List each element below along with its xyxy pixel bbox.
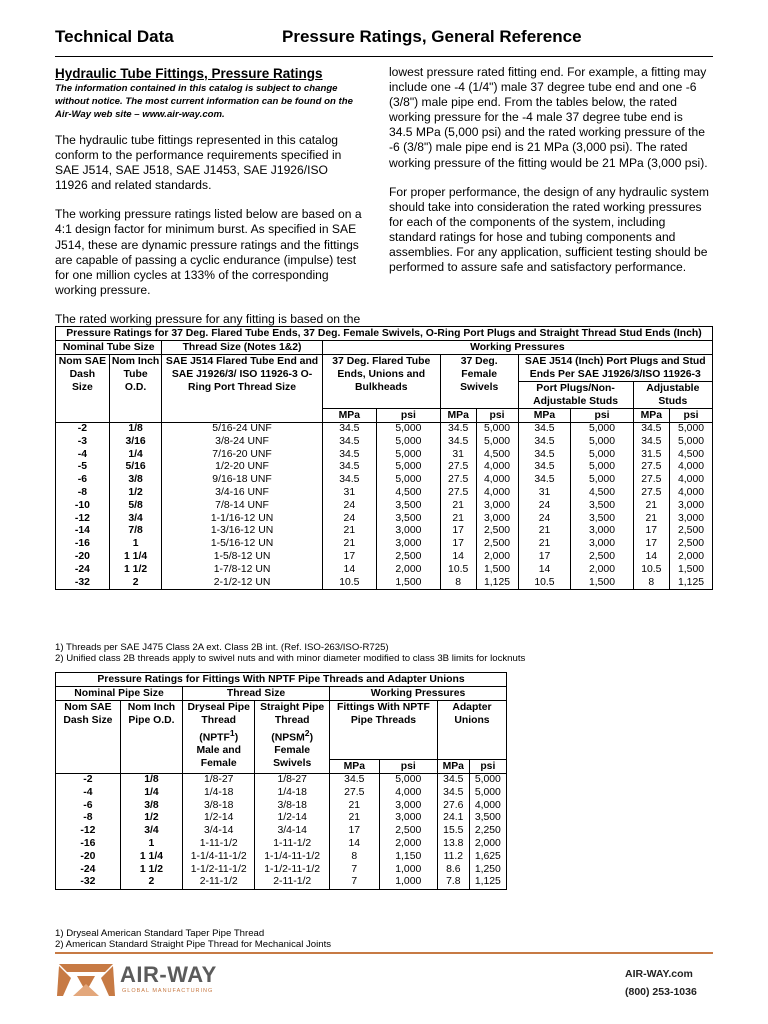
table-cell: 2,500	[476, 538, 518, 551]
table-cell: 31.5	[633, 449, 669, 462]
col-header-nominal-pipe-size: Nominal Pipe Size	[56, 687, 183, 701]
table-cell: 34.5	[322, 423, 376, 436]
table-cell: 4,000	[469, 800, 506, 813]
table-cell: 34.5	[440, 423, 476, 436]
col-header-adjustable-studs: Adjustable Studs	[633, 382, 712, 409]
table-cell: 1,125	[670, 577, 713, 590]
table-cell: 34.5	[518, 461, 571, 474]
table-cell: 5,000	[571, 449, 633, 462]
intro-paragraph-5: For proper performance, the design of any hydraulic system should take into consideration the rated working pressures for each of the components of the system, including standard ratings for hose and tubing components and assemblies. For any application, sufficient testing should be performed to assure safe and satisfactory performance.	[389, 184, 709, 275]
table-cell: 5/16	[109, 461, 162, 474]
table-cell: 5,000	[469, 774, 506, 787]
table-cell: 5,000	[571, 436, 633, 449]
website-link[interactable]: AIR-WAY.com	[625, 968, 693, 980]
table-cell: 1 1/2	[109, 564, 162, 577]
unit-header-psi: psi	[379, 760, 437, 774]
table-cell: 34.5	[437, 774, 469, 787]
table-cell: 2	[120, 876, 182, 889]
table-cell: 1,150	[379, 851, 437, 864]
col-header-nptf-fittings: Fittings With NPTF Pipe Threads	[330, 701, 438, 760]
col-header-port-plugs-stud-ends: SAE J514 (Inch) Port Plugs and Stud Ends Per SAE J1926/3/ISO 11926-3	[518, 355, 712, 382]
table-cell: 34.5	[322, 436, 376, 449]
pipe-thread-pressure-table	[55, 672, 507, 890]
table-cell: -3	[56, 436, 110, 449]
table-cell: 24.1	[437, 812, 469, 825]
table-row	[56, 500, 713, 513]
table-cell: 7/8	[109, 525, 162, 538]
table-cell: 27.5	[633, 474, 669, 487]
table-cell: 21	[330, 812, 380, 825]
table-cell: -4	[56, 449, 110, 462]
table-cell: 4,000	[476, 487, 518, 500]
table-cell: 5,000	[469, 787, 506, 800]
table-cell: 21	[633, 513, 669, 526]
table-cell: 3,500	[571, 500, 633, 513]
table-cell: -2	[56, 423, 110, 436]
table-cell: 1,000	[379, 864, 437, 877]
table-cell: 34.5	[322, 474, 376, 487]
table-row	[56, 487, 713, 500]
table-cell: 27.6	[437, 800, 469, 813]
table-cell: 3,000	[571, 538, 633, 551]
table-cell: 1-1/2-11-1/2	[183, 864, 255, 877]
table-cell: 1/8-27	[183, 774, 255, 787]
table-cell: 3,000	[571, 525, 633, 538]
table-cell: 34.5	[518, 423, 571, 436]
table-cell: 3,000	[376, 538, 440, 551]
table-cell: 4,500	[670, 449, 713, 462]
table-cell: 14	[518, 564, 571, 577]
table-cell: -6	[56, 800, 121, 813]
table-cell: 1	[120, 838, 182, 851]
table-cell: 7.8	[437, 876, 469, 889]
table-row	[56, 851, 507, 864]
col-header-working-pressures: Working Pressures	[322, 341, 712, 355]
table-row	[56, 864, 507, 877]
table-cell: 1/8-27	[255, 774, 330, 787]
table-cell: 11.2	[437, 851, 469, 864]
intro-left-column	[55, 65, 363, 327]
unit-header-mpa: MPa	[437, 760, 469, 774]
table-cell: 24	[518, 513, 571, 526]
table-cell: 3,500	[376, 513, 440, 526]
table-cell: 10.5	[633, 564, 669, 577]
table-cell: 2,500	[571, 551, 633, 564]
table-cell: 1/4-18	[255, 787, 330, 800]
table-cell: 27.5	[440, 474, 476, 487]
col-header-nominal-tube-size: Nominal Tube Size	[56, 341, 162, 355]
table-cell: 10.5	[440, 564, 476, 577]
table-cell: 34.5	[437, 787, 469, 800]
footnote: 1) Dryseal American Standard Taper Pipe Thread	[55, 928, 265, 939]
table-cell: -16	[56, 838, 121, 851]
col-header-nom-sae-dash: Nom SAE Dash Size	[56, 701, 121, 774]
table-cell: 2-11-1/2	[255, 876, 330, 889]
table-cell: 5,000	[571, 474, 633, 487]
table-cell: 5,000	[376, 449, 440, 462]
table-row	[56, 825, 507, 838]
table-cell: 21	[440, 500, 476, 513]
unit-header-mpa: MPa	[518, 409, 571, 423]
table-cell: 27.5	[330, 787, 380, 800]
table-row	[56, 525, 713, 538]
table-cell: 21	[440, 513, 476, 526]
table-caption: Pressure Ratings for Fittings With NPTF Pipe Threads and Adapter Unions	[56, 673, 507, 687]
table-cell: 4,500	[476, 449, 518, 462]
unit-header-mpa: MPa	[322, 409, 376, 423]
table-cell: 3/4	[120, 825, 182, 838]
table-cell: 34.5	[322, 461, 376, 474]
table-cell: 2-1/2-12 UN	[162, 577, 322, 590]
table-cell: -16	[56, 538, 110, 551]
table-cell: 3/8	[120, 800, 182, 813]
table-cell: 34.5	[633, 423, 669, 436]
table-cell: 3/8	[109, 474, 162, 487]
table-cell: 1/4	[109, 449, 162, 462]
unit-header-mpa: MPa	[440, 409, 476, 423]
table-cell: 2,000	[379, 838, 437, 851]
unit-header-psi: psi	[376, 409, 440, 423]
table-cell: 3,500	[469, 812, 506, 825]
table-caption: Pressure Ratings for 37 Deg. Flared Tube Ends, 37 Deg. Female Swivels, O-Ring Port Plugs and Straight Thread Stud Ends (Inch)	[56, 327, 713, 341]
table-cell: 4,000	[670, 474, 713, 487]
col-header-thread-size: Thread Size (Notes 1&2)	[162, 341, 322, 355]
table-cell: 1/4-18	[183, 787, 255, 800]
table-cell: 21	[518, 538, 571, 551]
table-cell: 5,000	[376, 423, 440, 436]
table-cell: 1-1/16-12 UN	[162, 513, 322, 526]
unit-header-psi: psi	[670, 409, 713, 423]
table-cell: 1/2-20 UNF	[162, 461, 322, 474]
table-cell: 4,000	[670, 461, 713, 474]
header-section-label: Technical Data	[55, 27, 174, 46]
table1-footnotes	[55, 642, 525, 664]
table-cell: 1 1/4	[120, 851, 182, 864]
table-row	[56, 838, 507, 851]
footnote: 2) Unified class 2B threads apply to swivel nuts and with minor diameter modified to class 3B limits for locknuts	[55, 653, 526, 664]
table-row	[56, 474, 713, 487]
table-cell: 17	[440, 525, 476, 538]
table-cell: 1/4	[120, 787, 182, 800]
table-cell: 4,500	[376, 487, 440, 500]
table-cell: 21	[322, 525, 376, 538]
table-cell: 5,000	[379, 774, 437, 787]
table-cell: 31	[440, 449, 476, 462]
table-row	[56, 876, 507, 889]
table-cell: 1-5/8-12 UN	[162, 551, 322, 564]
table-cell: 34.5	[330, 774, 380, 787]
intro-paragraph-1: The hydraulic tube fittings represented in this catalog conform to the performance requirements specified in SAE J514, SAE J518, SAE J1453, SAE J1926/ISO 11926 and related standards.	[55, 133, 342, 193]
table-cell: 7/16-20 UNF	[162, 449, 322, 462]
table-cell: 21	[330, 800, 380, 813]
table-cell: 34.5	[518, 436, 571, 449]
table-cell: 8	[633, 577, 669, 590]
table-cell: 2,000	[571, 564, 633, 577]
footnote: 1) Threads per SAE J475 Class 2A ext. Class 2B int. (Ref. ISO-263/ISO-R725)	[55, 642, 389, 653]
table-cell: 1-5/16-12 UN	[162, 538, 322, 551]
table-row	[56, 812, 507, 825]
section-title: Hydraulic Tube Fittings, Pressure Ratings	[55, 66, 323, 81]
col-header-straight-pipe-thread: Straight Pipe Thread (NPSM$^2$) Female Swivels	[255, 701, 330, 774]
table-cell: 5,000	[376, 474, 440, 487]
table-cell: -6	[56, 474, 110, 487]
table-cell: 1 1/4	[109, 551, 162, 564]
table-cell: 1/2-14	[255, 812, 330, 825]
table-row	[56, 551, 713, 564]
table-cell: -32	[56, 577, 110, 590]
table-cell: 8	[440, 577, 476, 590]
table-cell: 1,625	[469, 851, 506, 864]
table-cell: 34.5	[518, 474, 571, 487]
table-cell: 1	[109, 538, 162, 551]
col-header-flared-tube-ends: 37 Deg. Flared Tube Ends, Unions and Bulkheads	[322, 355, 440, 409]
table-cell: 3,000	[476, 513, 518, 526]
table-cell: -12	[56, 825, 121, 838]
col-header-nom-inch-tube: Nom Inch Tube O.D.	[109, 355, 162, 423]
table-cell: 3,000	[376, 525, 440, 538]
table-cell: 17	[518, 551, 571, 564]
table-cell: 7	[330, 864, 380, 877]
table-cell: 17	[633, 525, 669, 538]
table-cell: -32	[56, 876, 121, 889]
table-cell: 2,500	[670, 538, 713, 551]
table-cell: 3,000	[670, 500, 713, 513]
table-cell: 17	[330, 825, 380, 838]
table-cell: 27.5	[633, 487, 669, 500]
table-cell: 3/16	[109, 436, 162, 449]
table-cell: 2,000	[670, 551, 713, 564]
table-row	[56, 774, 507, 787]
table-cell: -10	[56, 500, 110, 513]
col-header-non-adjustable-studs: Port Plugs/Non-Adjustable Studs	[518, 382, 633, 409]
table-cell: 15.5	[437, 825, 469, 838]
table-row	[56, 800, 507, 813]
table-cell: 21	[633, 500, 669, 513]
table-cell: 24	[322, 500, 376, 513]
table-cell: -2	[56, 774, 121, 787]
table-cell: 27.5	[633, 461, 669, 474]
table-cell: 1-11-1/2	[255, 838, 330, 851]
table-cell: 1,500	[670, 564, 713, 577]
table-cell: -8	[56, 487, 110, 500]
table2-footnotes	[55, 928, 331, 950]
table-cell: -20	[56, 551, 110, 564]
table-cell: 3,000	[670, 513, 713, 526]
table-cell: 2,500	[670, 525, 713, 538]
table-cell: 10.5	[518, 577, 571, 590]
table-cell: 17	[322, 551, 376, 564]
table-cell: -4	[56, 787, 121, 800]
table-cell: 1 1/2	[120, 864, 182, 877]
table-cell: 14	[440, 551, 476, 564]
table-cell: 5,000	[670, 423, 713, 436]
table-cell: 5,000	[476, 423, 518, 436]
table-cell: 27.5	[440, 461, 476, 474]
unit-header-psi: psi	[571, 409, 633, 423]
table-cell: 3/4	[109, 513, 162, 526]
brand-logo-text: AIR-WAY	[120, 962, 217, 987]
table-cell: 1-1/4-11-1/2	[183, 851, 255, 864]
table-row	[56, 787, 507, 800]
table-cell: 1-3/16-12 UN	[162, 525, 322, 538]
tube-fitting-pressure-table	[55, 326, 713, 590]
table-cell: 5,000	[670, 436, 713, 449]
table-cell: 2,000	[469, 838, 506, 851]
table-cell: 4,000	[670, 487, 713, 500]
table-cell: -24	[56, 564, 110, 577]
table-cell: 1/8	[120, 774, 182, 787]
table-cell: 27.5	[440, 487, 476, 500]
table-cell: 14	[330, 838, 380, 851]
table-row	[56, 564, 713, 577]
table-cell: 1,500	[376, 577, 440, 590]
table-cell: -14	[56, 525, 110, 538]
table-cell: 2,000	[376, 564, 440, 577]
table-cell: 17	[440, 538, 476, 551]
table-cell: 3,000	[379, 812, 437, 825]
table-cell: 8.6	[437, 864, 469, 877]
col-header-thread-size: Thread Size	[183, 687, 330, 701]
table-cell: 17	[633, 538, 669, 551]
table-cell: 3/8-18	[183, 800, 255, 813]
table-cell: 1-1/4-11-1/2	[255, 851, 330, 864]
table-cell: 34.5	[633, 436, 669, 449]
col-header-nom-inch-pipe: Nom Inch Pipe O.D.	[120, 701, 182, 774]
table-cell: 13.8	[437, 838, 469, 851]
table-cell: 3/8-18	[255, 800, 330, 813]
unit-header-mpa: MPa	[633, 409, 669, 423]
table-row	[56, 436, 713, 449]
table-cell: 1/2	[120, 812, 182, 825]
table-cell: 1,500	[476, 564, 518, 577]
table-cell: 2-11-1/2	[183, 876, 255, 889]
table-cell: 3,500	[376, 500, 440, 513]
table-cell: 1,500	[571, 577, 633, 590]
table-cell: 31	[518, 487, 571, 500]
table-cell: 2,000	[476, 551, 518, 564]
table-cell: 1/8	[109, 423, 162, 436]
table-cell: 4,000	[476, 474, 518, 487]
table-cell: 1,250	[469, 864, 506, 877]
table-cell: 10.5	[322, 577, 376, 590]
table-cell: 24	[518, 500, 571, 513]
unit-header-psi: psi	[476, 409, 518, 423]
table-cell: 7/8-14 UNF	[162, 500, 322, 513]
table-cell: 1,125	[469, 876, 506, 889]
table-cell: 24	[322, 513, 376, 526]
table-cell: 4,500	[571, 487, 633, 500]
table-cell: 2	[109, 577, 162, 590]
table-cell: 2,250	[469, 825, 506, 838]
table-cell: 1/2	[109, 487, 162, 500]
table-cell: 2,500	[476, 525, 518, 538]
table-row	[56, 461, 713, 474]
table-cell: 34.5	[440, 436, 476, 449]
table-row	[56, 449, 713, 462]
intro-paragraph-2: The working pressure ratings listed below are based on a 4:1 design factor for minimum burst. As specified in SAE J514, these are dynamic pressure ratings and the fittings are capable of passing a cyclic endurance (impulse) test for one million cycles at 133% of the corresponding working pressure.	[55, 207, 362, 297]
table-cell: 5,000	[476, 436, 518, 449]
table-cell: 14	[322, 564, 376, 577]
table-cell: 2,500	[379, 825, 437, 838]
table-cell: 5,000	[376, 461, 440, 474]
table-cell: 21	[322, 538, 376, 551]
table-cell: 7	[330, 876, 380, 889]
unit-header-psi: psi	[469, 760, 506, 774]
page-title: Pressure Ratings, General Reference	[282, 27, 582, 46]
table-cell: 1-1/2-11-1/2	[255, 864, 330, 877]
table-cell: 3/8-24 UNF	[162, 436, 322, 449]
intro-paragraph-3: The rated working pressure for any fitting is based on the	[55, 311, 361, 326]
table-cell: 1,125	[476, 577, 518, 590]
table-cell: 3,500	[571, 513, 633, 526]
table-cell: 2,500	[376, 551, 440, 564]
table-row	[56, 513, 713, 526]
col-header-female-swivels: 37 Deg. Female Swivels	[440, 355, 518, 409]
table-cell: 3,000	[476, 500, 518, 513]
table-cell: 5,000	[571, 461, 633, 474]
table-cell: -12	[56, 513, 110, 526]
air-way-logo-icon	[55, 958, 117, 1000]
table-cell: 5/16-24 UNF	[162, 423, 322, 436]
table-cell: 21	[518, 525, 571, 538]
disclaimer-note: The information contained in this catalog is subject to change without notice. The most current information can be found on the Air-Way web site – www.air-way.com.	[55, 83, 353, 120]
intro-right-column	[389, 65, 709, 275]
table-row	[56, 538, 713, 551]
unit-header-mpa: MPa	[330, 760, 380, 774]
phone-number: (800) 253-1036	[625, 986, 697, 998]
col-header-sae-j514-thread: SAE J514 Flared Tube End and SAE J1926/3/ ISO 11926-3 O-Ring Port Thread Size	[162, 355, 322, 423]
table-cell: 34.5	[322, 449, 376, 462]
table-cell: 4,000	[476, 461, 518, 474]
footer-divider	[55, 952, 713, 954]
table-row	[56, 577, 713, 590]
table-cell: -5	[56, 461, 110, 474]
col-header-working-pressures: Working Pressures	[330, 687, 507, 701]
table-cell: 34.5	[518, 449, 571, 462]
col-header-nom-sae-dash: Nom SAE Dash Size	[56, 355, 110, 423]
col-header-adapter-unions: Adapter Unions	[437, 701, 506, 760]
table-cell: 1/2-14	[183, 812, 255, 825]
table-cell: 4,000	[379, 787, 437, 800]
table-cell: 1-7/8-12 UN	[162, 564, 322, 577]
table-cell: 8	[330, 851, 380, 864]
table-cell: 31	[322, 487, 376, 500]
table-row	[56, 423, 713, 436]
table-cell: 14	[633, 551, 669, 564]
header-divider	[55, 56, 713, 57]
footnote: 2) American Standard Straight Pipe Thread for Mechanical Joints	[55, 939, 332, 950]
table-cell: 5,000	[376, 436, 440, 449]
table-cell: 3/4-16 UNF	[162, 487, 322, 500]
table-cell: -20	[56, 851, 121, 864]
col-header-dryseal-pipe-thread: Dryseal Pipe Thread (NPTF$^1$) Male and Female	[183, 701, 255, 774]
table-cell: 3,000	[379, 800, 437, 813]
table-cell: -8	[56, 812, 121, 825]
table-cell: 1,000	[379, 876, 437, 889]
table-cell: -24	[56, 864, 121, 877]
table-cell: 9/16-18 UNF	[162, 474, 322, 487]
table-cell: 5/8	[109, 500, 162, 513]
table-cell: 1-11-1/2	[183, 838, 255, 851]
table-cell: 5,000	[571, 423, 633, 436]
table-cell: 3/4-14	[183, 825, 255, 838]
table-cell: 3/4-14	[255, 825, 330, 838]
intro-paragraph-4: lowest pressure rated fitting end. For example, a fitting may include one -4 (1/4") male 37 degree tube end and one -6 (3/8") male pipe end. From the tables below, the rated working pressure for the -4 male 37 degree tube end is 34.5 MPa (5,000 psi) and the rated working pressure of the -6 (3/8") male pipe end is 21 MPa (3,000 psi). The rated working pressure of the fitting would be 21 MPa (3,000 psi).	[389, 65, 708, 170]
brand-logo-tagline: GLOBAL MANUFACTURING	[122, 988, 214, 994]
